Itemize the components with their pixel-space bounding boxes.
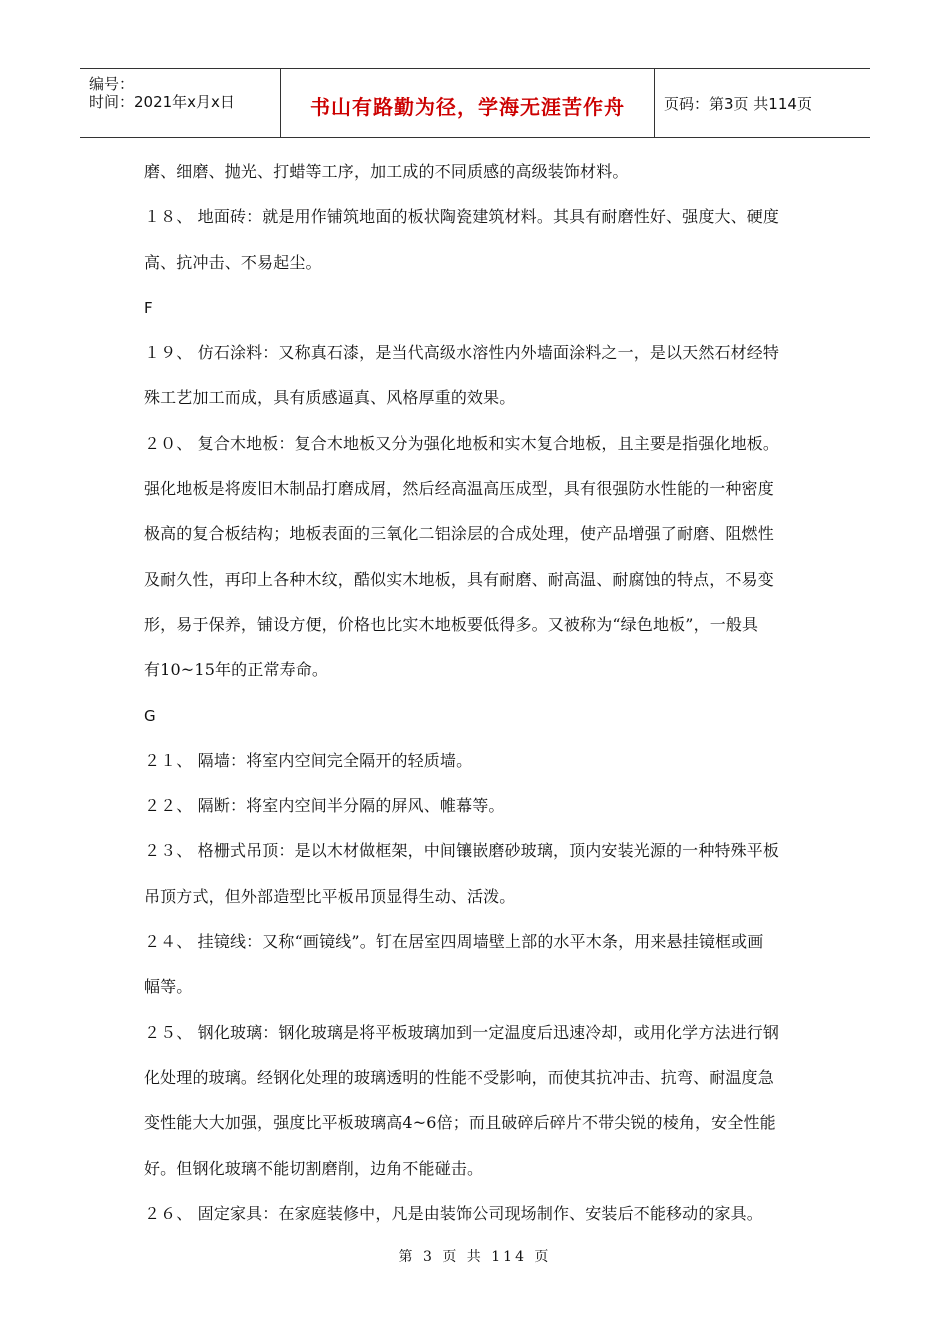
header-meta-cell [80,69,280,137]
text-line: １８、 地面砖：就是用作铺筑地面的板状陶瓷建筑材料。其具有耐磨性好、强度大、硬度 [144,207,780,227]
date-label: 时间：2021年x月x日 [89,93,235,111]
page-footer: 第 3 页 共 114 页 [398,1249,552,1265]
header-motto-cell [280,69,655,137]
text-line: 磨、细磨、抛光、打蜡等工序，加工成的不同质感的高级装饰材料。 [144,162,629,181]
text-line: 及耐久性，再印上各种木纹，酷似实木地板，具有耐磨、耐高温、耐腐蚀的特点，不易变 [144,569,774,589]
text-line: 形，易于保养，铺设方便，价格也比实木地板要低得多。又被称为“绿色地板”，一般具 [144,614,759,634]
text-line: 殊工艺加工而成，具有质感逼真、风格厚重的效果。 [144,388,516,408]
text-line: 幅等。 [144,977,193,997]
section-letter: F [144,298,153,317]
text-line: 极高的复合板结构；地板表面的三氧化二铝涂层的合成处理，使产品增强了耐磨、阻燃性 [144,524,774,544]
section-letter: G [144,706,156,725]
text-line: 变性能大大加强，强度比平板玻璃高4~6倍；而且破碎后碎片不带尖锐的棱角，安全性能 [144,1113,776,1133]
text-line: ２２、 隔断：将室内空间半分隔的屏风、帷幕等。 [144,796,505,816]
text-line: ２５、 钢化玻璃：钢化玻璃是将平板玻璃加到一定温度后迅速冷却，或用化学方法进行钢 [144,1022,780,1042]
text-line: 强化地板是将废旧木制品打磨成屑，然后经高温高压成型，具有很强防水性能的一种密度 [144,479,774,499]
header-page-cell [654,69,870,137]
text-line: 吊顶方式，但外部造型比平板吊顶显得生动、活泼。 [144,886,516,906]
page-header [80,68,870,138]
text-line: ２４、 挂镜线：又称“画镜线”。钉在居室四周墙壁上部的水平木条，用来悬挂镜框或画 [144,932,764,952]
text-line: ２０、 复合木地板：复合木地板又分为强化地板和实木复合地板，且主要是指强化地板。 [144,433,780,453]
text-line: ２６、 固定家具：在家庭装修中，凡是由装饰公司现场制作、安装后不能移动的家具。 [144,1203,763,1223]
page-info: 页码：第3页 共114页 [664,95,812,113]
motto-text: 书山有路勤为径，学海无涯苦作舟 [310,95,625,119]
text-line: 有10~15年的正常寿命。 [144,660,329,680]
text-line: ２３、 格栅式吊顶：是以木材做框架，中间镶嵌磨砂玻璃，顶内安装光源的一种特殊平板 [144,841,780,861]
text-line: 化处理的玻璃。经钢化处理的玻璃透明的性能不受影响，而使其抗冲击、抗弯、耐温度急 [144,1067,774,1087]
text-line: １９、 仿石涂料：又称真石漆，是当代高级水溶性内外墙面涂料之一，是以天然石材经特 [144,343,780,363]
code-label: 编号： [89,75,135,93]
document-body [144,155,809,1242]
text-line: ２１、 隔墙：将室内空间完全隔开的轻质墙。 [144,750,473,770]
text-line: 高、抗冲击、不易起尘。 [144,252,322,272]
text-line: 好。但钢化玻璃不能切割磨削，边角不能碰击。 [144,1158,484,1178]
